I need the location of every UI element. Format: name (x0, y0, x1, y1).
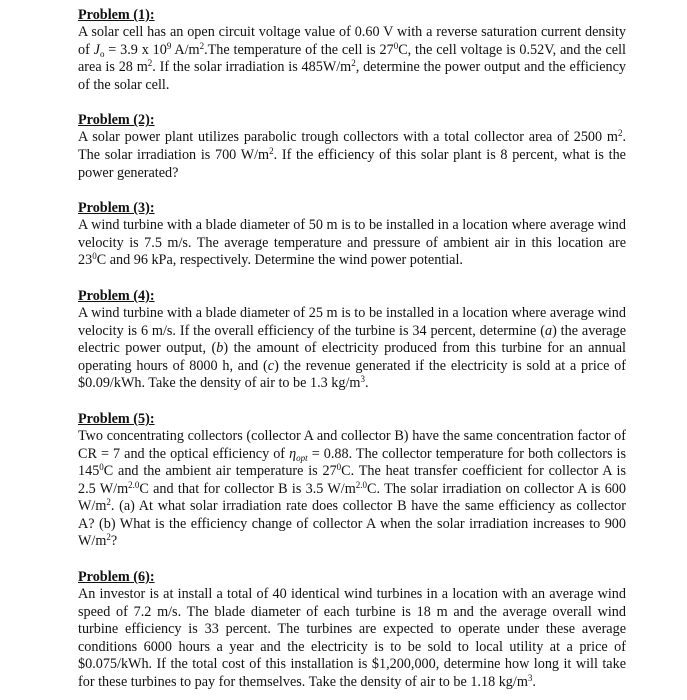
superscript: 0 (336, 462, 342, 473)
text-run: . (a) At what solar irradiation rate does collector B have the same efficiency as collector A? (b) What is the efficiency change of collector A when the solar irradiation increases to 900 W/m (78, 498, 626, 550)
text-run: J (93, 41, 100, 58)
text-run: .The temperature of the cell is 27 (204, 41, 394, 58)
problem-text (78, 217, 626, 270)
superscript: 0 (92, 251, 97, 262)
superscript: 2 (617, 128, 623, 139)
superscript: 2 (351, 58, 356, 69)
subscript: o (99, 48, 105, 59)
text-run: b (216, 340, 224, 357)
text-run: A/m (171, 41, 200, 58)
superscript: 2 (106, 532, 111, 543)
problem-text (78, 428, 626, 551)
superscript: 2 (269, 145, 274, 156)
problem-title: Problem (6): (78, 569, 155, 586)
problem-5 (78, 410, 626, 551)
text-run: = 0.88. The collector temperature for both collectors is 145 (78, 445, 626, 480)
problem-title: Problem (5): (78, 410, 155, 427)
problem-title: Problem (1): (78, 7, 155, 23)
text-run: . If the efficiency of this solar plant is 8 percent, what is the power generated? (78, 146, 626, 181)
text-run: C. The solar irradiation on collector A is 600 W/m (78, 480, 626, 515)
superscript: 2.0 (128, 479, 140, 490)
superscript: 2 (147, 58, 153, 69)
problem-sheet (78, 6, 626, 692)
problem-text (78, 305, 626, 393)
problem-6 (78, 568, 626, 692)
text-run: C and 96 kPa, respectively. Determine the wind power potential. (96, 252, 463, 269)
superscript: 3 (360, 374, 365, 385)
problem-title: Problem (3): (78, 200, 155, 217)
superscript: 0 (99, 462, 104, 473)
problem-1 (78, 6, 626, 94)
text-run: C, the cell voltage is 0.52V, and the cell area is 28 m (78, 41, 626, 76)
problem-title: Problem (4): (78, 287, 155, 304)
problem-2 (78, 111, 626, 182)
superscript: 2.0 (355, 479, 368, 490)
text-run: . (532, 674, 536, 691)
text-run: C. The heat transfer coefficient for collector A is 2.5 W/m (78, 463, 626, 497)
text-run: ? (110, 533, 118, 550)
text-run: ) the amount of electricity produced from this turbine for an annual operating hours of 8000 h, and ( (78, 340, 626, 374)
problem-text (78, 24, 626, 94)
problem-text (78, 586, 626, 692)
text-run: ) the average electric power output, ( (78, 322, 626, 357)
text-run: a (544, 322, 553, 339)
text-run: . If the solar irradiation is 485W/m (152, 59, 352, 76)
text-run: A wind turbine with a blade diameter of 50 m is to be installed in a location where average wind velocity is 7.5 m/s. The average temperature and pressure of ambient air in this location are 23 (78, 217, 626, 269)
problem-4 (78, 287, 626, 393)
text-run: . The solar irradiation is 700 W/m (78, 129, 626, 163)
superscript: 3 (527, 673, 533, 684)
text-run: C and that for collector B is 3.5 W/m (139, 480, 356, 497)
text-run: . (364, 375, 369, 392)
text-run: A solar power plant utilizes parabolic trough collectors with a total collector area of 2500 m (78, 129, 618, 146)
superscript: 0 (393, 40, 399, 51)
text-run: A solar cell has an open circuit voltage value of 0.60 V with a reverse saturation current density of (78, 24, 626, 58)
superscript: 2 (199, 40, 205, 51)
problem-text (78, 129, 626, 182)
text-run: C and the ambient air temperature is 27 (103, 463, 337, 480)
text-run: c (267, 357, 275, 374)
text-run: ) the revenue generated if the electricity is sold at a price of $0.09/kWh. Take the density of air to be 1.3 kg/m (78, 357, 626, 392)
superscript: 9 (166, 40, 172, 51)
text-run: η (289, 445, 297, 462)
subscript: opt (296, 452, 308, 463)
problem-title: Problem (2): (78, 112, 155, 129)
text-run: A wind turbine with a blade diameter of 25 m is to be installed in a location where average wind velocity is 6 m/s. If the overall efficiency of the turbine is 34 percent, determine ( (78, 304, 626, 339)
problem-3 (78, 199, 626, 270)
text-run: = 3.9 x 10 (104, 41, 167, 58)
text-run: , determine the power output and the efficiency of the solar cell. (78, 59, 626, 93)
text-run: An investor is at install a total of 40 identical wind turbines in a location with an average wind speed of 7.2 m/s. The blade diameter of each turbine is 18 m and the average overall wind turbine efficiency is 33 percent. The turbines are expected to operate under these average conditions 6000 hours a year and the electricity is to be sold to local utility at a price of $0.075/kWh. If the total cost of this installation is $1,200,000, determine how long it will take for these turbines to pay for themselves. Take the density of air to be 1.18 kg/m (78, 586, 626, 691)
text-run: Two concentrating collectors (collector A and collector B) have the same concentration factor of CR = 7 and the optical efficiency of (78, 427, 626, 462)
superscript: 2 (106, 497, 111, 508)
